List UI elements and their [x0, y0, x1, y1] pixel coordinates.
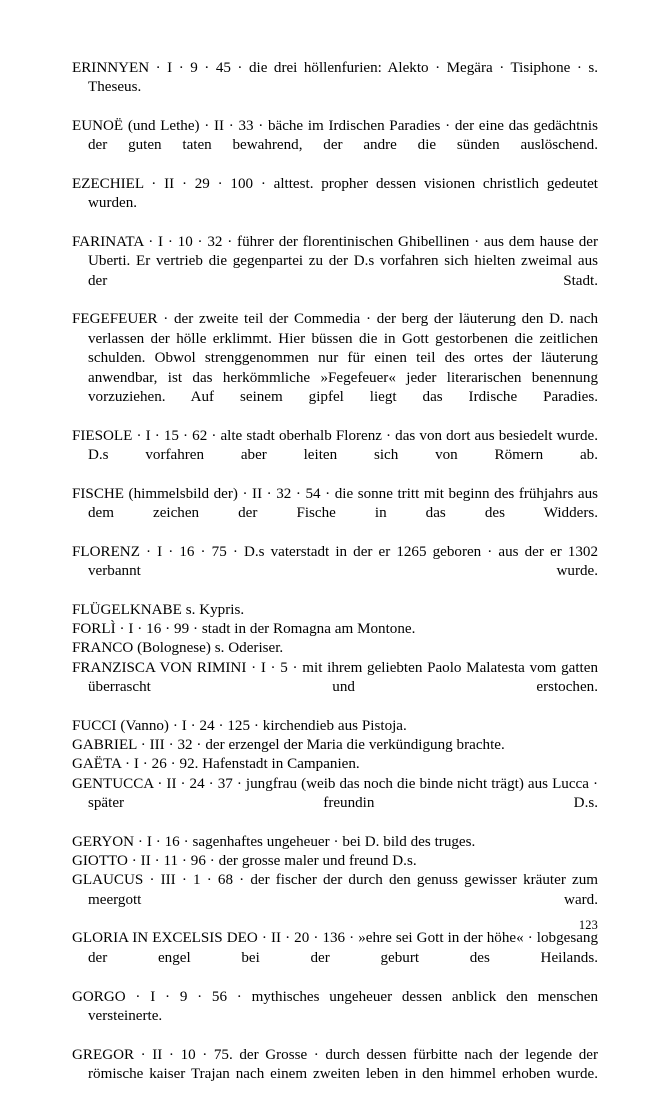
- glossary-entry: GIOTTO · II · 11 · 96 · der grosse maler und freund D.s.: [72, 853, 417, 870]
- glossary-entry: GORGO · I · 9 · 56 · mythisches ungeheuer dessen anblick den menschen versteinerte.: [72, 988, 598, 1024]
- glossary-entry: FRANZISCA VON RIMINI · I · 5 · mit ihrem geliebten Paolo Malatesta vom gatten überrascht und erstochen.: [72, 659, 598, 695]
- glossary-entry-list: [72, 59, 598, 1104]
- glossary-entry: EZECHIEL · II · 29 · 100 · alttest. propher dessen visionen christlich gedeutet wurden.: [72, 176, 598, 212]
- glossary-entry: FISCHE (himmelsbild der) · II · 32 · 54 · die sonne tritt mit beginn des frühjahrs aus dem zeichen der Fische in das des Widders.: [72, 485, 598, 521]
- glossary-entry: FUCCI (Vanno) · I · 24 · 125 · kirchendieb aus Pistoja.: [72, 717, 407, 734]
- glossary-entry: FARINATA · I · 10 · 32 · führer der florentinischen Ghibellinen · aus dem hause der Uberti. Er vertrieb die gegenpartei zu der D.s vorfahren sich hielten zweimal aus der Stadt.: [72, 234, 598, 289]
- glossary-entry: FORLÌ · I · 16 · 99 · stadt in der Romagna am Montone.: [72, 620, 416, 637]
- glossary-entry: FIESOLE · I · 15 · 62 · alte stadt oberhalb Florenz · das von dort aus besiedelt wurde. D.s vorfahren aber leiten sich von Römern ab.: [72, 427, 598, 463]
- glossary-entry: GABRIEL · III · 32 · der erzengel der Maria die verkündigung brachte.: [72, 737, 505, 754]
- glossary-entry: GERYON · I · 16 · sagenhaftes ungeheuer · bei D. bild des truges.: [72, 833, 476, 850]
- glossary-entry: GENTUCCA · II · 24 · 37 · jungfrau (weib das noch die binde nicht trägt) aus Lucca · später freundin D.s.: [72, 775, 598, 812]
- glossary-entry: GLAUCUS · III · 1 · 68 · der fischer der durch den genuss gewisser kräuter zum meergott ward.: [72, 872, 598, 908]
- glossary-entry: GLORIA IN EXCELSIS DEO · II · 20 · 136 · »ehre sei Gott in der höhe« · lobgesang der engel bei der geburt des Heilands.: [72, 930, 598, 966]
- glossary-entry: ERINNYEN · I · 9 · 45 · die drei höllenfurien: Alekto · Megära · Tisiphone · s. Theseus.: [72, 60, 598, 96]
- glossary-entry: GAËTA · I · 26 · 92. Hafenstadt in Campanien.: [72, 756, 360, 773]
- glossary-entry: GREGOR · II · 10 · 75. der Grosse · durch dessen fürbitte nach der legende der römische kaiser Trajan nach einem zweiten leben in den himmel erhoben wurde.: [72, 1046, 598, 1082]
- page-number: 123: [578, 918, 598, 932]
- glossary-entry: FRANCO (Bolognese) s. Oderiser.: [72, 640, 284, 657]
- glossary-entry: FLORENZ · I · 16 · 75 · D.s vaterstadt in der er 1265 geboren · aus der er 1302 verbannt wurde.: [72, 543, 598, 579]
- glossary-entry: FEGEFEUER · der zweite teil der Commedia · der berg der läuterung den D. nach verlassen der hölle erklimmt. Hier büssen die in Gott gestorbenen die zeitlichen schulden. Obwol strenggenommen nur für einen teil des ortes der läuterung anwendbar, ist das herkömmliche »Fegefeuer« jeder literarischen benennung vorzuziehen. Auf seinem gipfel liegt das Irdische Paradies.: [72, 311, 598, 405]
- glossary-entry: EUNOË (und Lethe) · II · 33 · bäche im Irdischen Paradies · der eine das gedächtnis der guten taten bewahrend, der andre die sünden auslöschend.: [72, 118, 598, 154]
- glossary-entry: FLÜGELKNABE s. Kypris.: [72, 601, 245, 618]
